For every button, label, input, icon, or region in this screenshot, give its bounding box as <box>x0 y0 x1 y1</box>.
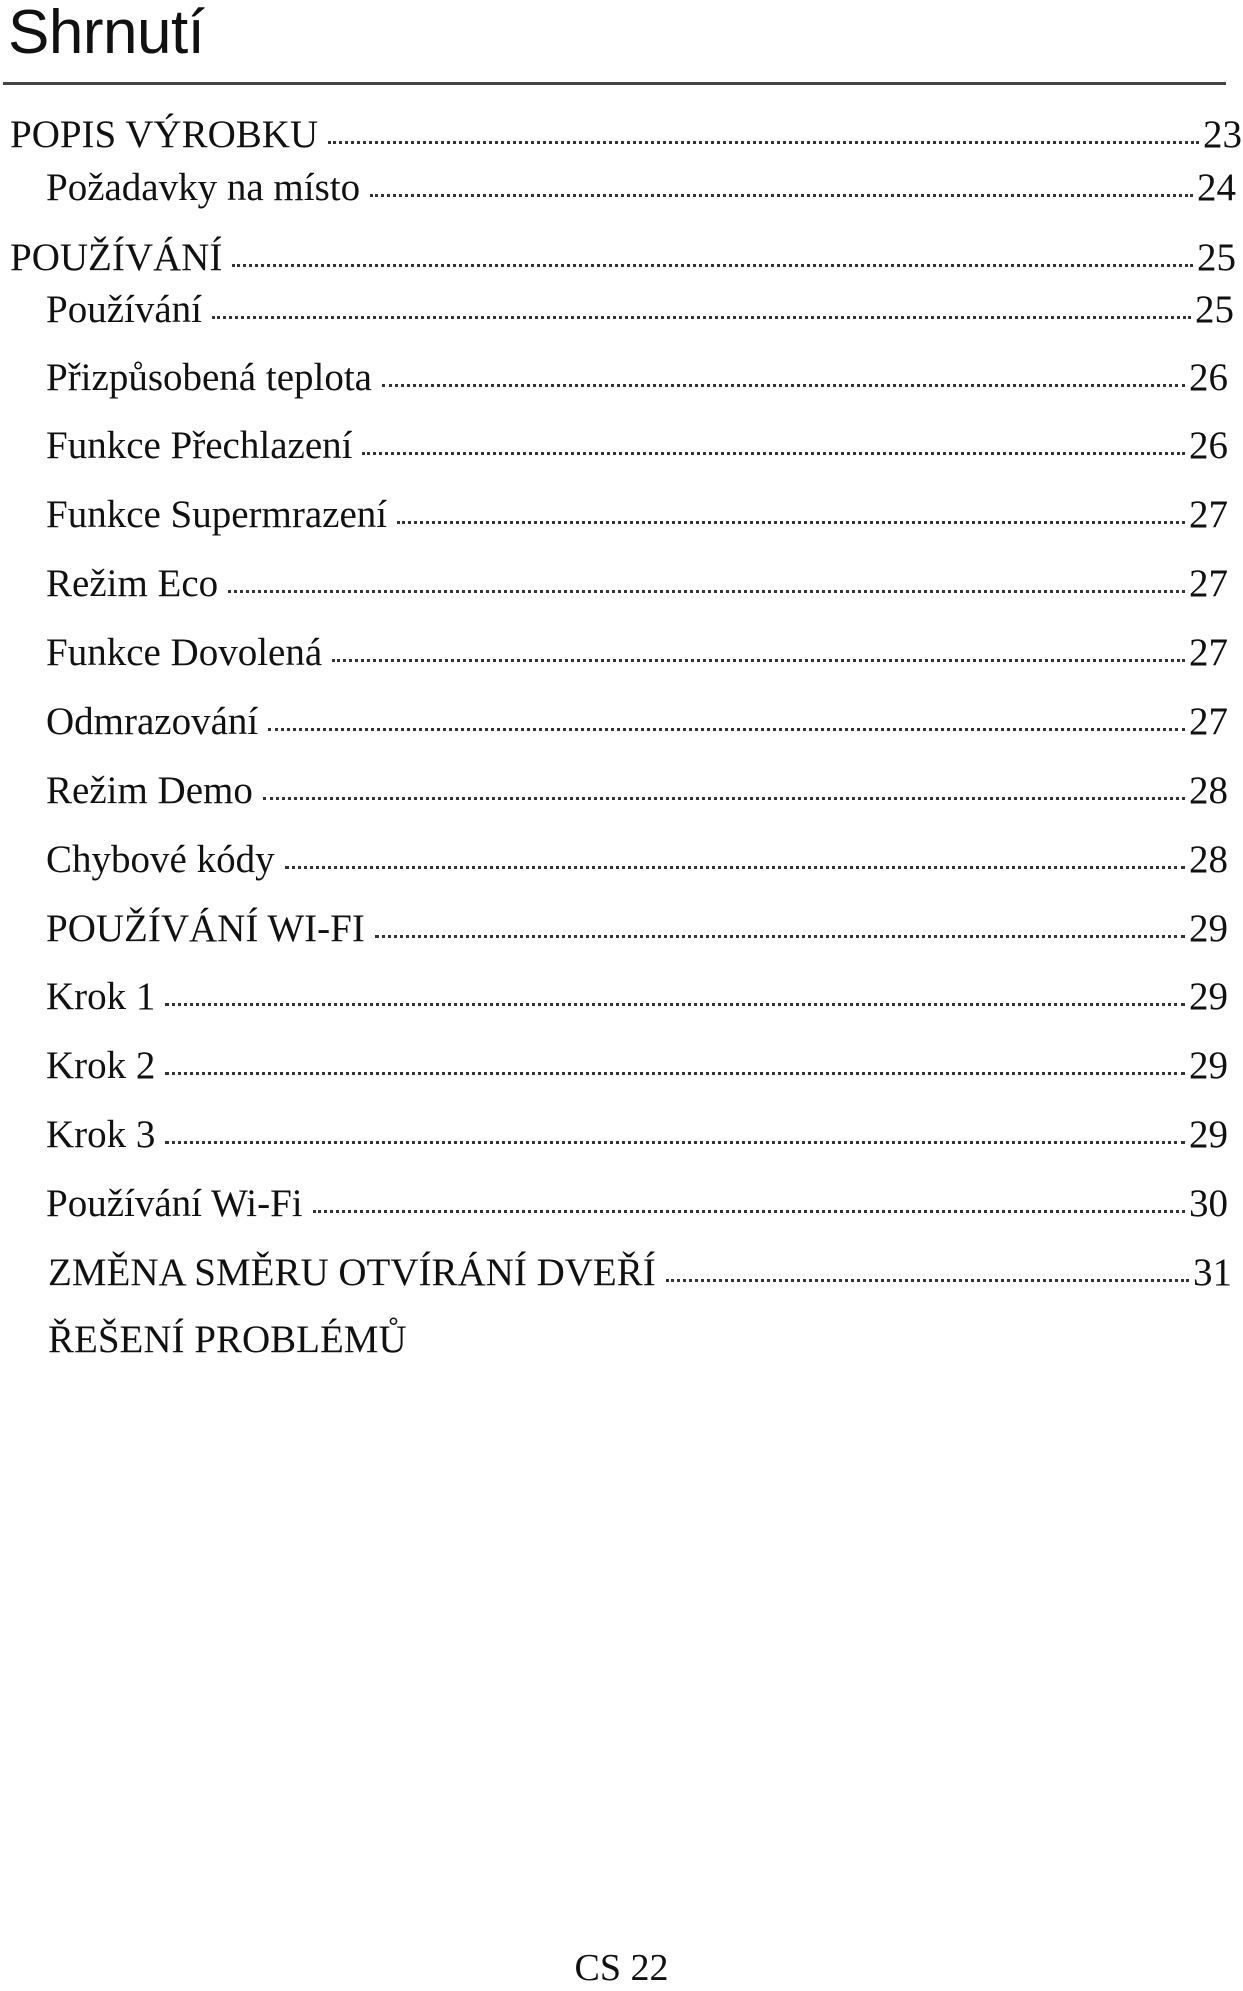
toc-entry-pouzivani-wi-fi[interactable] <box>46 904 1228 954</box>
toc-entry-page: 30 <box>1189 1182 1228 1225</box>
toc-entry-page: 29 <box>1189 975 1228 1018</box>
toc-entry-page: 29 <box>1189 1044 1228 1087</box>
toc-entry-pouzivani-wi-fi-sub[interactable] <box>46 1179 1228 1229</box>
toc-dot-leader <box>228 590 1185 593</box>
toc-entry-label: Funkce Přechlazení <box>46 424 353 467</box>
toc-entry-page: 27 <box>1189 493 1228 536</box>
toc-dot-leader <box>263 797 1185 800</box>
toc-entry-pozadavky-na-misto[interactable] <box>46 163 1236 213</box>
toc-dot-leader <box>212 316 1191 319</box>
toc-entry-page: 29 <box>1189 907 1228 950</box>
toc-entry-label: Krok 1 <box>46 975 156 1018</box>
toc-entry-label: Funkce Supermrazení <box>46 493 388 536</box>
toc-entry-page: 31 <box>1193 1251 1232 1294</box>
toc-dot-leader <box>232 264 1193 267</box>
toc-entry-label: Požadavky na místo <box>46 166 361 209</box>
toc-entry-popis-vyrobku[interactable] <box>10 110 1242 160</box>
toc-dot-leader <box>313 1210 1185 1213</box>
toc-entry-funkce-prechlazeni[interactable] <box>46 421 1228 471</box>
toc-dot-leader <box>370 194 1193 197</box>
toc-entry-zmena-smeru-otvirani-dveri[interactable] <box>48 1248 1232 1298</box>
toc-entry-page: 24 <box>1197 166 1236 209</box>
toc-dot-leader <box>666 1279 1189 1282</box>
toc-entry-label: POPIS VÝROBKU <box>10 113 319 156</box>
toc-entry-chybove-kody[interactable] <box>46 835 1228 885</box>
toc-entry-page: 29 <box>1189 1113 1228 1156</box>
toc-entry-page: 25 <box>1197 236 1236 279</box>
toc-entry-funkce-supermrazeni[interactable] <box>46 490 1228 540</box>
toc-entry-krok-1[interactable] <box>46 972 1228 1022</box>
toc-entry-label: POUŽÍVÁNÍ WI-FI <box>46 907 365 950</box>
toc-entry-label: Krok 2 <box>46 1044 156 1087</box>
toc-entry-pouzivani[interactable] <box>10 233 1236 283</box>
toc-entry-krok-3[interactable] <box>46 1110 1228 1160</box>
toc-entry-odmrazovani[interactable] <box>46 697 1228 747</box>
toc-entry-page: 26 <box>1189 424 1228 467</box>
toc-entry-page: 28 <box>1189 769 1228 812</box>
toc-entry-reseni-problemu[interactable] <box>48 1315 407 1365</box>
toc-entry-page: 28 <box>1189 838 1228 881</box>
toc-entry-page: 27 <box>1189 562 1228 605</box>
toc-dot-leader <box>328 141 1199 144</box>
toc-entry-page: 27 <box>1189 700 1228 743</box>
toc-entry-page: 27 <box>1189 631 1228 674</box>
toc-entry-label: ZMĚNA SMĚRU OTVÍRÁNÍ DVEŘÍ <box>48 1251 656 1294</box>
toc-dot-leader <box>332 659 1185 662</box>
toc-dot-leader <box>375 935 1185 938</box>
toc-entry-label: Krok 3 <box>46 1113 156 1156</box>
toc-entry-krok-2[interactable] <box>46 1041 1228 1091</box>
toc-entry-page: 26 <box>1189 356 1228 399</box>
toc-entry-label: Odmrazování <box>46 700 259 743</box>
toc-entry-label: ŘEŠENÍ PROBLÉMŮ <box>48 1318 407 1361</box>
page-number-footer: CS 22 <box>574 1947 669 1989</box>
toc-entry-label: Přizpůsobená teplota <box>46 356 372 399</box>
toc-entry-label: Používání <box>46 288 202 331</box>
toc-dot-leader <box>165 1003 1185 1006</box>
toc-entry-label: Používání Wi-Fi <box>46 1182 303 1225</box>
toc-entry-rezim-eco[interactable] <box>46 559 1228 609</box>
toc-entry-page: 23 <box>1203 113 1242 156</box>
toc-entry-label: Režim Demo <box>46 769 253 812</box>
page-title: Shrnutí <box>8 0 205 67</box>
toc-entry-pouzivani-sub[interactable] <box>46 285 1234 335</box>
toc-dot-leader <box>285 866 1185 869</box>
toc-entry-label: POUŽÍVÁNÍ <box>10 236 223 279</box>
toc-dot-leader <box>382 384 1185 387</box>
toc-entry-prizpusobena-teplota[interactable] <box>46 353 1228 403</box>
toc-entry-page: 25 <box>1195 288 1234 331</box>
toc-dot-leader <box>362 452 1185 455</box>
toc-entry-rezim-demo[interactable] <box>46 766 1228 816</box>
toc-entry-label: Režim Eco <box>46 562 219 605</box>
toc-dot-leader <box>165 1141 1185 1144</box>
toc-dot-leader <box>397 521 1185 524</box>
toc-entry-label: Funkce Dovolená <box>46 631 323 674</box>
toc-entry-funkce-dovolena[interactable] <box>46 628 1228 678</box>
toc-dot-leader <box>165 1072 1185 1075</box>
toc-dot-leader <box>268 728 1185 731</box>
toc-entry-label: Chybové kódy <box>46 838 275 881</box>
